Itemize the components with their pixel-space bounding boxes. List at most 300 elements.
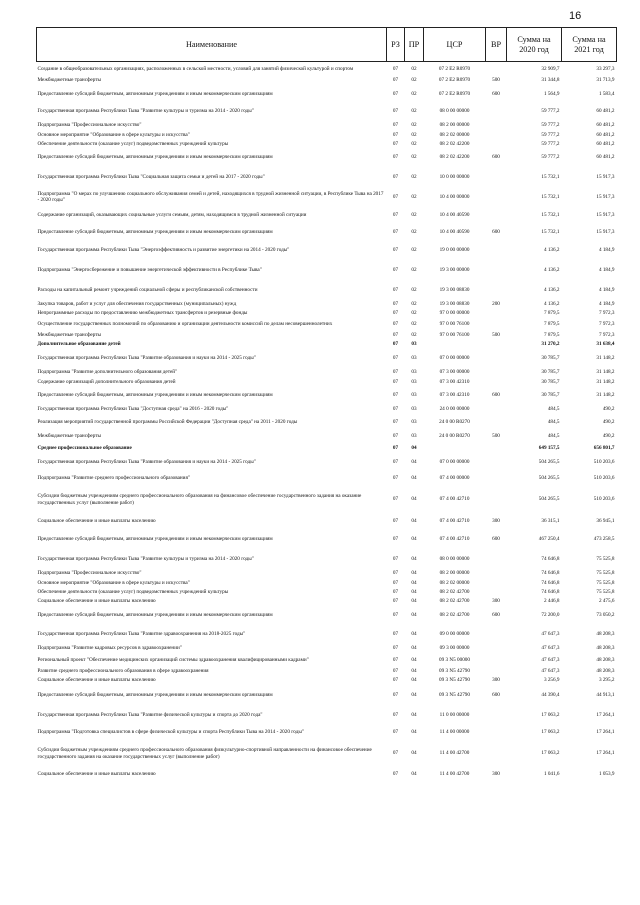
row-name: Подпрограмма "О мерах по улучшению социального обслуживания семей и детей, находящихся в трудной жизненной ситуации, в Республике Тыва на 2017 - 2020 годы" (37, 190, 384, 203)
row-sum-2021: 17 264,1 (596, 711, 615, 718)
row-sum-2021: 31 148,2 (596, 369, 615, 376)
table-row (37, 767, 617, 783)
table-row (37, 349, 617, 368)
row-sum-2020: 74 646,8 (541, 579, 560, 586)
row-sum-2020: 74 646,8 (541, 555, 560, 562)
row-rz: 07 (392, 729, 399, 736)
row-sum-2020: 59 777,2 (541, 108, 560, 115)
row-name: Субсидии бюджетным учреждениям среднего профессионального образования физкультурно-спортивной направленности на финансовое обеспечение государственного задания на оказание государственных услуг (выполнение работ) (37, 747, 372, 760)
table-row (37, 606, 617, 625)
row-vr (486, 340, 507, 349)
row-name: Обеспечение деятельности (оказание услуг) подведомственных учреждений культуры (37, 140, 229, 147)
table-row (37, 378, 617, 387)
row-sum-2020: 74 646,8 (541, 570, 560, 577)
header-vr: ВР (486, 28, 507, 62)
row-rz: 07 (392, 354, 399, 361)
row-vr (486, 240, 507, 261)
row-vr (486, 62, 507, 76)
row-sum-2020: 484,5 (547, 433, 560, 440)
row-rz: 07 (392, 140, 399, 147)
row-sum-2021: 48 208,3 (596, 656, 615, 663)
row-sum-2020: 47 647,3 (541, 645, 560, 652)
table-row (37, 240, 617, 261)
row-rz: 07 (392, 433, 399, 440)
row-vr: 500 (492, 331, 500, 338)
row-name: Подпрограмма "Профессиональное искусство" (37, 122, 142, 129)
row-pr: 02 (411, 331, 417, 338)
row-name: Создание в общеобразовательных организациях, расположенных в сельской местности, условий для занятий физической культурой и спортом (37, 65, 354, 72)
row-rz: 07 (392, 555, 399, 562)
row-vr: 300 (492, 518, 500, 525)
row-csr: 08 2 02 42200 (439, 140, 470, 147)
row-csr: 09 3 N5 42790 (439, 667, 470, 674)
row-sum-2020: 15 732,1 (541, 212, 560, 219)
row-name: Закупка товаров, работ и услуг для обеспечения государственных (муниципальных) нужд (37, 300, 237, 307)
row-name: Развитие среднего профессионального образования в сфере здравоохранения (37, 667, 209, 674)
row-pr: 04 (411, 458, 417, 465)
row-vr (486, 368, 507, 378)
row-csr: 07 0 00 00000 (439, 458, 470, 465)
row-pr: 04 (411, 597, 417, 604)
row-sum-2021: 31 148,2 (596, 392, 615, 399)
row-sum-2021: 31 638,4 (596, 340, 615, 347)
row-vr: 600 (492, 691, 500, 698)
row-sum-2021: 473 258,5 (593, 536, 615, 543)
row-name: Расходы на капитальный ремонт учреждений социальной сферы и республиканской собственности (37, 286, 258, 293)
row-pr: 02 (411, 122, 417, 129)
row-pr: 03 (411, 340, 417, 347)
table-body (37, 62, 617, 783)
row-sum-2021: 15 917,3 (596, 173, 615, 180)
row-rz: 07 (392, 131, 399, 138)
row-sum-2021: 36 945,1 (596, 518, 615, 525)
table-row (37, 550, 617, 569)
row-pr: 02 (411, 246, 417, 253)
row-name: Предоставление субсидий бюджетным, автономным учреждениям и иным некоммерческим организациям (37, 691, 273, 698)
row-sum-2020: 17 063,2 (541, 750, 560, 757)
row-csr: 08 2 02 42700 (439, 588, 470, 595)
row-csr: 08 0 00 00000 (439, 108, 470, 115)
row-rz: 07 (392, 458, 399, 465)
row-name: Осуществление государственных полномочий по образованию и организации деятельности комиссий по делам несовершеннолетних (37, 320, 333, 327)
row-sum-2020: 4 136,2 (543, 246, 560, 253)
row-sum-2021: 4 184,9 (598, 246, 615, 253)
row-name: Социальное обеспечение и иные выплаты населению (37, 597, 156, 604)
row-sum-2021: 48 208,3 (596, 645, 615, 652)
row-rz: 07 (392, 340, 399, 347)
row-csr: 08 2 02 42700 (439, 611, 470, 618)
row-pr: 04 (411, 750, 417, 757)
row-csr (424, 443, 486, 454)
row-pr: 04 (411, 579, 417, 586)
row-rz: 07 (392, 193, 399, 200)
row-rz: 07 (392, 676, 399, 683)
header-pr: ПР (405, 28, 424, 62)
row-name: Предоставление субсидий бюджетным, автономным учреждениям и иным некоммерческим организациям (37, 154, 273, 161)
header-sum-2020: Сумма на 2020 год (507, 28, 562, 62)
row-rz: 07 (392, 378, 399, 385)
row-name: Социальное обеспечение и иные выплаты населению (37, 518, 156, 525)
row-sum-2020: 7 879,5 (543, 309, 560, 316)
row-vr (486, 131, 507, 140)
row-rz: 07 (392, 750, 399, 757)
table-row (37, 103, 617, 121)
row-csr: 11 4 00 42700 (439, 771, 470, 778)
row-vr (486, 550, 507, 569)
row-sum-2021: 3 295,2 (598, 676, 615, 683)
row-sum-2021: 60 481,2 (596, 154, 615, 161)
row-name: Социальное обеспечение и иные выплаты населению (37, 771, 156, 778)
row-name: Государственная программа Республики Тыва "Развитие физической культуры и спорта до 2020 года" (37, 711, 263, 718)
table-row (37, 261, 617, 281)
row-vr (486, 318, 507, 331)
row-rz: 07 (392, 320, 399, 327)
row-pr: 04 (411, 570, 417, 577)
row-sum-2020: 59 777,2 (541, 140, 560, 147)
row-sum-2020: 47 647,3 (541, 656, 560, 663)
row-csr: 97 0 00 76100 (439, 320, 470, 327)
row-name: Государственная программа Республики Тыва "Развитие здравоохранения на 2018-2025 годы" (37, 630, 246, 637)
row-csr: 08 2 00 00000 (439, 570, 470, 577)
row-pr: 02 (411, 300, 417, 307)
table-row (37, 387, 617, 405)
table-row (37, 149, 617, 167)
row-vr (486, 741, 507, 767)
row-pr: 02 (411, 154, 417, 161)
row-pr: 04 (411, 496, 417, 503)
table-row (37, 131, 617, 140)
row-sum-2021: 510 203,6 (593, 496, 615, 503)
row-rz: 07 (392, 286, 399, 293)
row-sum-2020: 15 732,1 (541, 193, 560, 200)
row-name: Реализация мероприятий государственной программы Российской Федерации "Доступная среда" на 2011 - 2020 годы (37, 419, 298, 426)
row-csr: 07 2 E2 R0970 (438, 90, 471, 97)
row-vr (486, 579, 507, 588)
row-sum-2020: 30 785,7 (541, 392, 560, 399)
row-name: Межбюджетные трансферты (37, 77, 102, 84)
table-row (37, 368, 617, 378)
row-sum-2021: 75 525,8 (596, 570, 615, 577)
row-csr: 08 2 02 42200 (439, 154, 470, 161)
row-sum-2021: 44 913,1 (596, 691, 615, 698)
row-pr: 04 (411, 667, 417, 674)
row-sum-2021: 490,2 (602, 419, 615, 426)
row-sum-2021: 656 801,7 (593, 444, 615, 451)
row-csr: 19 3 00 08830 (439, 300, 470, 307)
row-pr: 03 (411, 354, 417, 361)
row-sum-2020: 1 564,9 (543, 90, 560, 97)
row-rz: 07 (392, 597, 399, 604)
table-row (37, 405, 617, 415)
row-vr (486, 261, 507, 281)
row-pr: 04 (411, 676, 417, 683)
row-vr (486, 588, 507, 597)
row-sum-2020: 4 136,2 (543, 267, 560, 274)
row-rz: 07 (392, 108, 399, 115)
row-rz: 07 (392, 588, 399, 595)
row-rz: 07 (392, 300, 399, 307)
row-sum-2020: 47 647,3 (541, 630, 560, 637)
row-csr: 19 3 00 00000 (439, 267, 470, 274)
row-csr: 10 4 00 40590 (439, 212, 470, 219)
row-sum-2020: 1 041,6 (543, 771, 560, 778)
row-pr: 04 (411, 691, 417, 698)
row-csr: 07 3 00 42310 (439, 392, 470, 399)
row-sum-2020: 15 732,1 (541, 173, 560, 180)
header-csr: ЦСР (424, 28, 486, 62)
row-sum-2020: 30 785,7 (541, 369, 560, 376)
row-sum-2020: 484,5 (547, 406, 560, 413)
row-sum-2020: 7 879,5 (543, 320, 560, 327)
row-csr: 08 2 02 42700 (439, 597, 470, 604)
row-pr: 04 (411, 536, 417, 543)
row-csr: 09 3 00 00000 (439, 645, 470, 652)
row-name: Государственная программа Республики Тыва "Социальная защита семьи и детей на 2017 - 2020 годы" (37, 173, 265, 180)
row-rz: 07 (392, 611, 399, 618)
row-csr (424, 340, 486, 349)
header-rz: РЗ (387, 28, 405, 62)
table-row (37, 530, 617, 550)
row-sum-2020: 4 136,2 (543, 300, 560, 307)
row-name: Социальное обеспечение и иные выплаты населению (37, 676, 156, 683)
row-vr (486, 103, 507, 121)
row-sum-2020: 36 315,1 (541, 518, 560, 525)
row-sum-2021: 60 481,2 (596, 131, 615, 138)
table-row (37, 62, 617, 76)
row-sum-2021: 510 203,6 (593, 458, 615, 465)
row-vr (486, 140, 507, 149)
row-csr: 08 2 02 00000 (439, 579, 470, 586)
row-rz: 07 (392, 444, 399, 451)
row-sum-2020: 467 250,4 (538, 536, 560, 543)
row-pr: 02 (411, 228, 417, 235)
row-vr: 600 (492, 154, 500, 161)
row-rz: 07 (392, 570, 399, 577)
table-row (37, 644, 617, 654)
row-csr: 11 0 00 00000 (439, 711, 470, 718)
row-vr: 300 (492, 771, 500, 778)
row-sum-2021: 7 972,3 (598, 309, 615, 316)
row-sum-2021: 510 203,6 (593, 474, 615, 481)
row-sum-2020: 17 063,2 (541, 729, 560, 736)
row-sum-2020: 59 777,2 (541, 154, 560, 161)
row-rz: 07 (392, 369, 399, 376)
row-sum-2021: 490,2 (602, 406, 615, 413)
row-name: Основное мероприятие "Образование в сфере культуры и искусства" (37, 131, 190, 138)
row-csr: 09 3 N5 42790 (439, 691, 470, 698)
row-vr (486, 471, 507, 486)
row-vr: 500 (492, 433, 500, 440)
row-sum-2021: 73 050,2 (596, 611, 615, 618)
row-name: Основное мероприятие "Образование в сфере культуры и искусства" (37, 579, 190, 586)
row-pr: 03 (411, 433, 417, 440)
row-name: Непрограммные расходы по предоставлению межбюджетных трансфертов и резервные фонды (37, 309, 248, 316)
row-vr: 600 (492, 536, 500, 543)
row-vr (486, 706, 507, 725)
row-vr (486, 644, 507, 654)
table-row (37, 121, 617, 131)
row-name: Подпрограмма "Развитие среднего профессионального образования" (37, 474, 190, 481)
row-sum-2021: 4 184,9 (598, 300, 615, 307)
row-sum-2020: 4 136,2 (543, 286, 560, 293)
row-pr: 04 (411, 611, 417, 618)
row-vr (486, 569, 507, 579)
row-name: Государственная программа Республики Тыва "Развитие образования и науки на 2014 - 2025 годы" (37, 354, 256, 361)
row-vr (486, 349, 507, 368)
row-csr: 07 3 00 00000 (439, 369, 470, 376)
table-row (37, 318, 617, 331)
row-pr: 02 (411, 131, 417, 138)
row-sum-2020: 31 344,8 (541, 77, 560, 84)
row-name: Предоставление субсидий бюджетным, автономным учреждениям и иным некоммерческим организациям (37, 392, 273, 399)
header-sum-2021: Сумма на 2021 год (562, 28, 617, 62)
row-name: Предоставление субсидий бюджетным, автономным учреждениям и иным некоммерческим организациям (37, 90, 273, 97)
row-sum-2021: 1 583,4 (598, 90, 615, 97)
row-name: Содержание организаций дополнительного образования детей (37, 378, 176, 385)
row-pr: 02 (411, 309, 417, 316)
row-sum-2021: 7 972,3 (598, 331, 615, 338)
row-vr (486, 443, 507, 454)
row-rz: 07 (392, 309, 399, 316)
row-sum-2021: 7 972,3 (598, 320, 615, 327)
row-rz: 07 (392, 656, 399, 663)
table-row (37, 625, 617, 644)
row-sum-2020: 74 646,8 (541, 588, 560, 595)
row-sum-2020: 649 157,5 (538, 444, 560, 451)
row-pr: 04 (411, 588, 417, 595)
page-number: 16 (569, 10, 582, 22)
row-csr: 07 2 E2 R0970 (438, 77, 471, 84)
row-name: Подпрограмма "Развитие дополнительного образования детей" (37, 369, 178, 376)
row-name: Обеспечение деятельности (оказание услуг) подведомственных учреждений культуры (37, 588, 229, 595)
table-row (37, 514, 617, 530)
row-vr (486, 486, 507, 514)
row-rz: 07 (392, 77, 399, 84)
row-sum-2020: 504 265,5 (538, 474, 560, 481)
row-csr: 07 4 00 42710 (439, 536, 470, 543)
table-row (37, 569, 617, 579)
table-row (37, 188, 617, 207)
row-pr: 03 (411, 392, 417, 399)
row-csr: 10 4 00 00000 (439, 193, 470, 200)
row-sum-2021: 60 481,2 (596, 140, 615, 147)
row-pr: 04 (411, 555, 417, 562)
row-csr: 07 0 00 00000 (439, 354, 470, 361)
row-pr: 04 (411, 518, 417, 525)
row-name: Предоставление субсидий бюджетным, автономным учреждениям и иным некоммерческим организациям (37, 228, 273, 235)
row-pr: 03 (411, 419, 417, 426)
row-vr: 600 (492, 228, 500, 235)
row-csr: 09 3 N5 42790 (439, 676, 470, 683)
table-row (37, 454, 617, 471)
row-pr: 03 (411, 406, 417, 413)
table-row (37, 207, 617, 225)
table-row (37, 86, 617, 103)
row-name: Государственная программа Республики Тыва "Развитие культуры и туризма на 2014 - 2020 годы" (37, 555, 254, 562)
row-vr: 600 (492, 392, 500, 399)
table-row (37, 431, 617, 443)
table-row (37, 741, 617, 767)
row-rz: 07 (392, 474, 399, 481)
row-csr: 07 3 00 42310 (439, 378, 470, 385)
row-rz: 07 (392, 90, 399, 97)
row-sum-2021: 15 917,3 (596, 193, 615, 200)
row-sum-2021: 4 184,9 (598, 286, 615, 293)
row-rz: 07 (392, 691, 399, 698)
row-name: Содержание организаций, оказывающих социальные услуги семьям, детям, находящимся в трудной жизненной ситуации (37, 212, 307, 219)
table-row (37, 140, 617, 149)
row-csr: 07 2 E2 R0970 (438, 65, 471, 72)
row-pr: 04 (411, 656, 417, 663)
row-vr (486, 121, 507, 131)
table-row (37, 76, 617, 86)
row-pr: 04 (411, 444, 417, 451)
row-vr (486, 281, 507, 300)
table-row (37, 579, 617, 588)
row-rz: 07 (392, 419, 399, 426)
table-row (37, 167, 617, 188)
row-vr: 300 (492, 676, 500, 683)
row-name: Региональный проект "Обеспечение медицинских организаций системы здравоохранения квалифицированными кадрами" (37, 656, 309, 663)
row-vr (486, 725, 507, 741)
row-sum-2020: 59 777,2 (541, 122, 560, 129)
row-pr: 02 (411, 140, 417, 147)
row-sum-2021: 31 148,2 (596, 354, 615, 361)
row-vr: 600 (492, 611, 500, 618)
row-pr: 04 (411, 474, 417, 481)
row-rz: 07 (392, 173, 399, 180)
row-csr: 07 4 00 42710 (439, 518, 470, 525)
row-vr (486, 188, 507, 207)
row-sum-2020: 17 063,2 (541, 711, 560, 718)
row-pr: 02 (411, 320, 417, 327)
table-row (37, 471, 617, 486)
row-sum-2020: 47 647,3 (541, 667, 560, 674)
row-csr: 97 0 00 00000 (439, 309, 470, 316)
row-rz: 07 (392, 771, 399, 778)
row-sum-2020: 44 390,4 (541, 691, 560, 698)
row-csr: 10 4 00 40590 (439, 228, 470, 235)
row-sum-2020: 15 732,1 (541, 228, 560, 235)
table-row (37, 654, 617, 667)
row-rz: 07 (392, 518, 399, 525)
table-row (37, 685, 617, 706)
row-name: Среднее профессиональное образование (37, 444, 132, 451)
table-row (37, 486, 617, 514)
row-vr (486, 654, 507, 667)
row-sum-2021: 15 917,3 (596, 212, 615, 219)
row-csr: 24 0 00 00000 (439, 406, 470, 413)
row-vr: 200 (492, 300, 500, 307)
row-sum-2021: 33 297,3 (596, 65, 615, 72)
table-header-row (37, 28, 617, 62)
row-vr (486, 625, 507, 644)
row-name: Государственная программа Республики Тыва "Доступная среда" на 2016 - 2020 годы" (37, 406, 229, 413)
row-sum-2021: 31 713,9 (596, 77, 615, 84)
row-csr: 09 3 N5 00000 (439, 656, 470, 663)
row-csr: 24 0 00 R0270 (439, 433, 470, 440)
table-row (37, 340, 617, 349)
table-row (37, 331, 617, 340)
row-rz: 07 (392, 65, 399, 72)
row-pr: 02 (411, 108, 417, 115)
row-sum-2020: 504 265,5 (538, 458, 560, 465)
row-pr: 02 (411, 77, 417, 84)
row-pr: 03 (411, 369, 417, 376)
table-row (37, 309, 617, 318)
row-sum-2020: 2 446,8 (543, 597, 560, 604)
row-vr: 600 (492, 90, 500, 97)
